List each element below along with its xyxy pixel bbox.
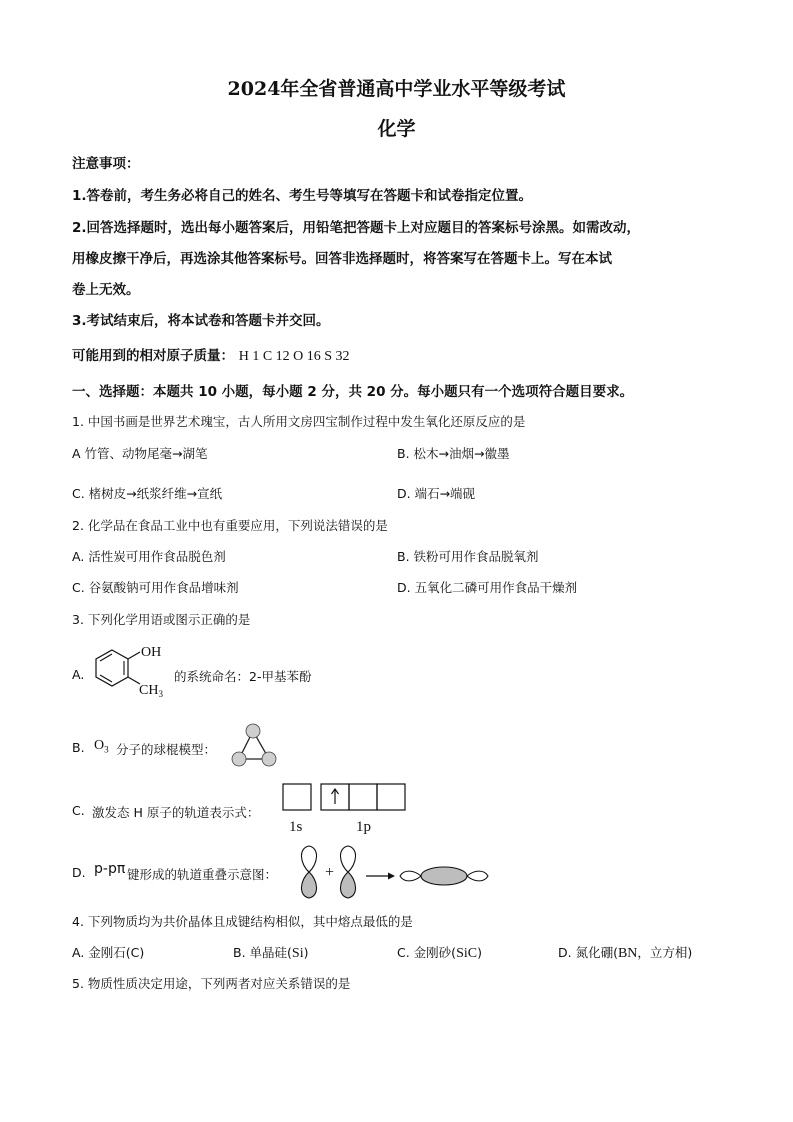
notice-heading: 注意事项：: [72, 156, 140, 172]
atomic-mass-label: 可能用到的相对原子质量：: [72, 348, 234, 364]
orbital-box-1s: [283, 784, 311, 810]
notice-item-2-line-2: 用橡皮擦干净后，再选涂其他答案标号。回答非选择题时，将答案写在答题卡上。写在本试: [72, 251, 612, 267]
q3-option-b-text: 分子的球棍模型：: [116, 742, 217, 757]
q3-option-d-formula: p-pπ: [94, 861, 126, 877]
notice-item-2-line-3: 卷上无效。: [72, 282, 140, 298]
q3-option-a-label: A.: [72, 667, 85, 682]
notice-item-1: 1.答卷前，考生务必将自己的姓名、考生号等填写在答题卡和试卷指定位置。: [72, 188, 533, 204]
right-arrow-icon: [366, 873, 395, 880]
notice-item-3: 3.考试结束后，将本试卷和答题卡并交回。: [72, 313, 330, 329]
q1-option-b: B. 松木→油烟→徽墨: [397, 446, 510, 461]
q5-stem: 5. 物质性质决定用途，下列两者对应关系错误的是: [72, 976, 351, 991]
o3-ball-stick-model: [228, 722, 280, 770]
q3-option-a-text: 的系统命名：2-甲基苯酚: [174, 669, 312, 684]
o3-atom-left: [232, 752, 246, 766]
q1-stem: 1. 中国书画是世界艺术瑰宝，古人所用文房四宝制作过程中发生氧化还原反应的是: [72, 414, 526, 429]
orbital-label-1s: 1s: [289, 819, 303, 835]
q3-option-d-label: D.: [72, 865, 86, 880]
q2-option-b: B. 铁粉可用作食品脱氧剂: [397, 549, 539, 564]
q3-option-b-formula: $O_3$: [94, 738, 109, 755]
q4-option-b: B. 单晶硅(Si): [233, 945, 309, 961]
q3-stem: 3. 下列化学用语或图示正确的是: [72, 612, 251, 627]
orbital-box-1p-2: [349, 784, 377, 810]
q1-option-c: C. 楮树皮→纸浆纤维→宣纸: [72, 486, 223, 501]
plus-sign: +: [325, 864, 335, 881]
o3-atom-top: [246, 724, 260, 738]
q3-option-b-label: B.: [72, 740, 85, 755]
q4-option-d: D. 氮化硼(BN，立方相): [558, 945, 693, 961]
orbital-box-1p-3: [377, 784, 405, 810]
q3-a-ch3-label: $CH_3$: [139, 683, 163, 699]
p-orbital-left: [301, 846, 316, 898]
q3-a-oh-label: OH: [141, 645, 162, 660]
q4-option-a: A. 金刚石(C): [72, 945, 145, 960]
q4-stem: 4. 下列物质均为共价晶体且成键结构相似，其中熔点最低的是: [72, 914, 413, 929]
exam-subject: 化学: [377, 118, 416, 140]
q3-option-c-label: C.: [72, 803, 85, 818]
exam-title: 2024年全省普通高中学业水平等级考试: [227, 78, 566, 100]
notice-item-2-line-1: 2.回答选择题时，选出每小题答案后，用铅笔把答题卡上对应题目的答案标号涂黑。如需改动，: [72, 220, 641, 236]
atomic-mass-line: [72, 344, 350, 365]
q2-option-d: D. 五氧化二磷可用作食品干燥剂: [397, 580, 578, 595]
q4-option-c: C. 金刚砂(SiC): [397, 945, 482, 961]
p-orbital-right: [340, 846, 355, 898]
q3-option-d-text: 键形成的轨道重叠示意图：: [127, 867, 278, 882]
q1-option-d: D. 端石→端砚: [397, 486, 476, 501]
h-orbital-diagram: [280, 781, 412, 837]
q2-stem: 2. 化学品在食品工业中也有重要应用，下列说法错误的是: [72, 518, 388, 533]
section-1-heading: 一、选择题：本题共 10 小题，每小题 2 分，共 20 分。每小题只有一个选项符合题目要求。: [72, 384, 634, 400]
o3-atom-right: [262, 752, 276, 766]
q3-option-c-text: 激发态 H 原子的轨道表示式：: [92, 805, 260, 820]
atomic-mass-values: H 1 C 12 O 16 S 32: [238, 349, 350, 364]
sigma-overlap-shape: [400, 867, 488, 885]
q2-option-c: C. 谷氨酸钠可用作食品增味剂: [72, 580, 239, 595]
q2-option-a: A. 活性炭可用作食品脱色剂: [72, 549, 226, 564]
up-arrow-icon: [332, 789, 339, 804]
orbital-label-1p: 1p: [356, 819, 371, 835]
p-p-pi-overlap-diagram: [292, 842, 492, 902]
q3-a-structure-diagram: [90, 643, 176, 699]
q1-option-a: A 竹管、动物尾毫→湖笔: [72, 446, 208, 461]
